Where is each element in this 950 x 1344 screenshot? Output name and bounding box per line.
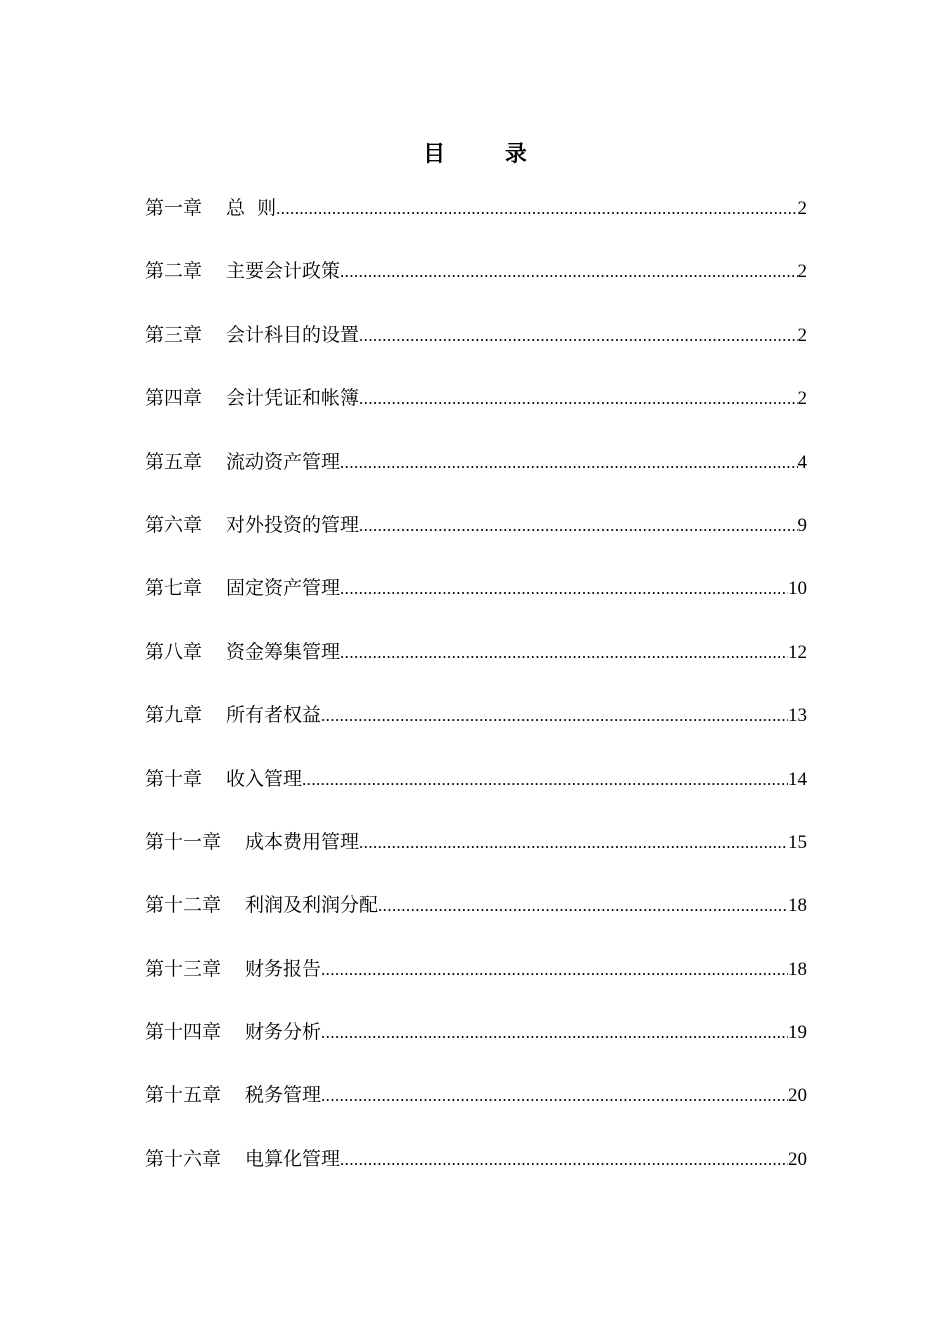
- toc-entry[interactable]: [145, 382, 807, 445]
- toc-entry[interactable]: [145, 446, 807, 509]
- toc-dot-leader: [321, 1080, 788, 1112]
- toc-chapter-title: 利润及利润分配: [245, 894, 379, 917]
- toc-page-number: 12: [788, 641, 807, 663]
- toc-chapter-title: 对外投资的管理: [226, 513, 360, 536]
- toc-chapter-title: 会计凭证和帐簿: [226, 387, 360, 410]
- toc-entry[interactable]: [145, 953, 807, 1016]
- page-title: 目 录: [423, 142, 553, 167]
- toc-page-number: 10: [788, 578, 807, 600]
- toc-chapter-number: 第九章: [145, 704, 203, 727]
- toc-dot-leader: [359, 320, 797, 352]
- toc-chapter-title: 资金筹集管理: [226, 640, 341, 663]
- toc-page-number: 13: [788, 705, 807, 727]
- toc-entry[interactable]: [145, 509, 807, 572]
- toc-page-number: 20: [788, 1085, 807, 1107]
- toc-dot-leader: [340, 637, 788, 669]
- toc-dot-leader: [359, 827, 788, 859]
- toc-page-number: 15: [788, 831, 807, 853]
- toc-chapter-title: 收入管理: [226, 767, 303, 790]
- toc-dot-leader: [340, 447, 797, 479]
- toc-entry[interactable]: [145, 763, 807, 826]
- toc-page-number: 4: [797, 451, 807, 473]
- toc-chapter-number: 第十章: [145, 767, 203, 790]
- toc-chapter-number: 第一章: [145, 197, 203, 219]
- toc-chapter-number: 第十四章: [145, 1021, 222, 1044]
- toc-chapter-title: 所有者权益: [226, 704, 322, 727]
- toc-chapter-title: 固定资产管理: [226, 577, 341, 600]
- toc-page-number: 2: [797, 261, 807, 283]
- toc-dot-leader: [321, 954, 788, 986]
- toc-entry[interactable]: [145, 699, 807, 762]
- toc-chapter-title: 财务报告: [245, 957, 322, 980]
- toc-entry[interactable]: [145, 1079, 807, 1142]
- toc-chapter-number: 第十一章: [145, 830, 222, 853]
- toc-page-number: 19: [788, 1022, 807, 1044]
- toc-page-number: 14: [788, 768, 807, 790]
- table-of-contents: [145, 192, 807, 1206]
- toc-entry[interactable]: [145, 636, 807, 699]
- toc-dot-leader: [302, 764, 788, 796]
- toc-entry[interactable]: [145, 889, 807, 952]
- toc-entry[interactable]: [145, 572, 807, 635]
- toc-chapter-title: 税务管理: [245, 1084, 322, 1107]
- toc-dot-leader: [359, 383, 797, 415]
- toc-chapter-number: 第十六章: [145, 1147, 222, 1170]
- toc-dot-leader: [340, 1144, 788, 1176]
- toc-chapter-number: 第八章: [145, 640, 203, 663]
- toc-dot-leader: [359, 510, 797, 542]
- toc-page-number: 9: [797, 514, 807, 536]
- toc-page-number: 18: [788, 895, 807, 917]
- toc-dot-leader: [321, 700, 788, 732]
- toc-entry[interactable]: [145, 826, 807, 889]
- toc-entry[interactable]: [145, 319, 807, 382]
- toc-chapter-title: 流动资产管理: [226, 450, 341, 473]
- toc-dot-leader: [378, 890, 788, 922]
- toc-chapter-number: 第四章: [145, 387, 203, 410]
- toc-page-number: 20: [788, 1148, 807, 1170]
- toc-chapter-number: 第五章: [145, 450, 203, 473]
- toc-chapter-title: 财务分析: [245, 1021, 322, 1044]
- toc-entry[interactable]: [145, 1143, 807, 1206]
- toc-chapter-number: 第十二章: [145, 894, 222, 917]
- toc-chapter-title: 总 则: [226, 197, 277, 219]
- toc-dot-leader: [340, 573, 788, 605]
- toc-entry[interactable]: [145, 192, 807, 255]
- toc-chapter-title: 主要会计政策: [226, 260, 341, 283]
- toc-dot-leader: [321, 1017, 788, 1049]
- toc-chapter-number: 第十三章: [145, 957, 222, 980]
- toc-chapter-number: 第三章: [145, 323, 203, 346]
- toc-page-number: 2: [797, 324, 807, 346]
- toc-chapter-title: 会计科目的设置: [226, 323, 360, 346]
- toc-chapter-number: 第六章: [145, 513, 203, 536]
- toc-chapter-title: 成本费用管理: [245, 830, 360, 853]
- toc-dot-leader: [340, 256, 797, 288]
- toc-page-number: 2: [797, 198, 807, 219]
- toc-chapter-number: 第二章: [145, 260, 203, 283]
- toc-page-number: 18: [788, 958, 807, 980]
- toc-entry[interactable]: [145, 1016, 807, 1079]
- toc-page-number: 2: [797, 388, 807, 410]
- toc-chapter-number: 第十五章: [145, 1084, 222, 1107]
- toc-chapter-number: 第七章: [145, 577, 203, 600]
- toc-chapter-title: 电算化管理: [245, 1147, 341, 1170]
- toc-dot-leader: [276, 193, 797, 225]
- toc-entry[interactable]: [145, 255, 807, 318]
